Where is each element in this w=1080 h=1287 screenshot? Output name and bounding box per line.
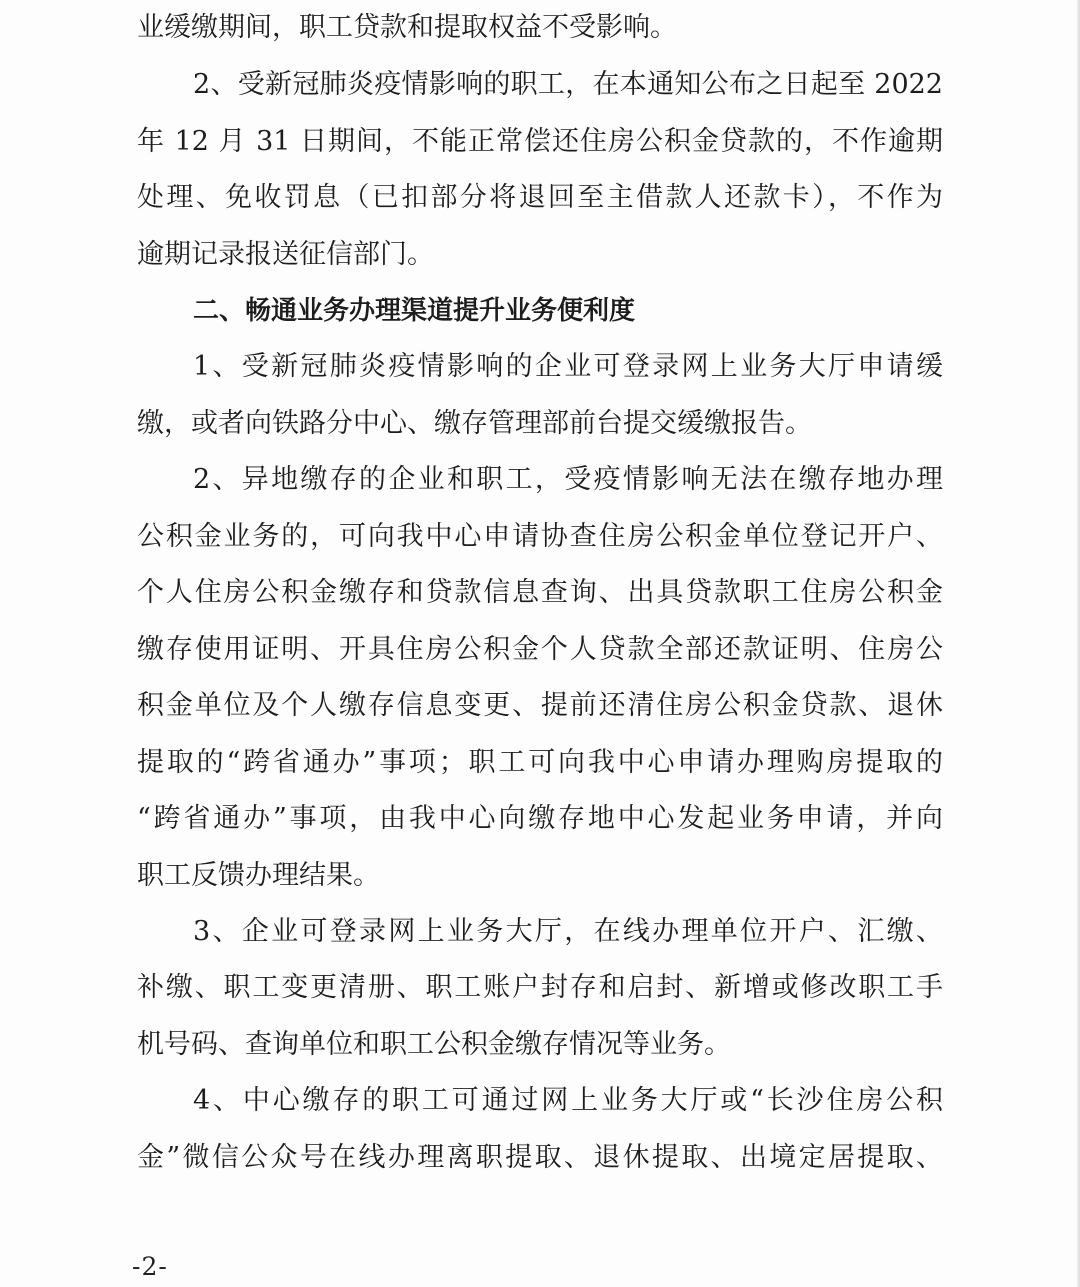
paragraph-line: 机号码、查询单位和职工公积金缴存情况等业务。 [137, 1029, 731, 1060]
paragraph-line: 公积金业务的，可向我中心申请协查住房公积金单位登记开户、 [137, 521, 943, 552]
paragraph-line: 年 12 月 31 日期间，不能正常偿还住房公积金贷款的，不作逾期 [137, 126, 943, 157]
paragraph-line: “跨省通办”事项，由我中心向缴存地中心发起业务申请，并向 [137, 803, 943, 834]
paragraph-line: 缴，或者向铁路分中心、缴存管理部前台提交缓缴报告。 [137, 408, 812, 439]
paragraph-line: 积金单位及个人缴存信息变更、提前还清住房公积金贷款、退休 [137, 690, 943, 721]
paragraph-line: 4、中心缴存的职工可通过网上业务大厅或“长沙住房公积 [193, 1085, 943, 1116]
paragraph-line: 3、企业可登录网上业务大厅，在线办理单位开户、汇缴、 [193, 916, 943, 947]
paragraph-line: 个人住房公积金缴存和贷款信息查询、出具贷款职工住房公积金 [137, 577, 943, 608]
paragraph-line: 缴存使用证明、开具住房公积金个人贷款全部还款证明、住房公 [137, 634, 943, 665]
page-number: -2- [132, 1252, 168, 1281]
paragraph-line: 处理、免收罚息（已扣部分将退回至主借款人还款卡），不作为 [137, 182, 943, 213]
paragraph-line: 1、受新冠肺炎疫情影响的企业可登录网上业务大厅申请缓 [193, 351, 943, 382]
paragraph-line: 业缓缴期间，职工贷款和提取权益不受影响。 [137, 12, 677, 43]
paragraph-line: 职工反馈办理结果。 [137, 860, 380, 891]
paragraph-line: 金”微信公众号在线办理离职提取、退休提取、出境定居提取、 [137, 1142, 943, 1173]
paragraph-line: 补缴、职工变更清册、职工账户封存和启封、新增或修改职工手 [137, 972, 943, 1003]
section-heading: 二、畅通业务办理渠道提升业务便利度 [193, 296, 636, 326]
paragraph-line: 2、异地缴存的企业和职工，受疫情影响无法在缴存地办理 [193, 464, 943, 495]
paragraph-line: 2、受新冠肺炎疫情影响的职工，在本通知公布之日起至 2022 [193, 69, 943, 100]
paragraph-line: 提取的“跨省通办”事项；职工可向我中心申请办理购房提取的 [137, 747, 943, 778]
paragraph-line: 逾期记录报送征信部门。 [137, 239, 434, 270]
